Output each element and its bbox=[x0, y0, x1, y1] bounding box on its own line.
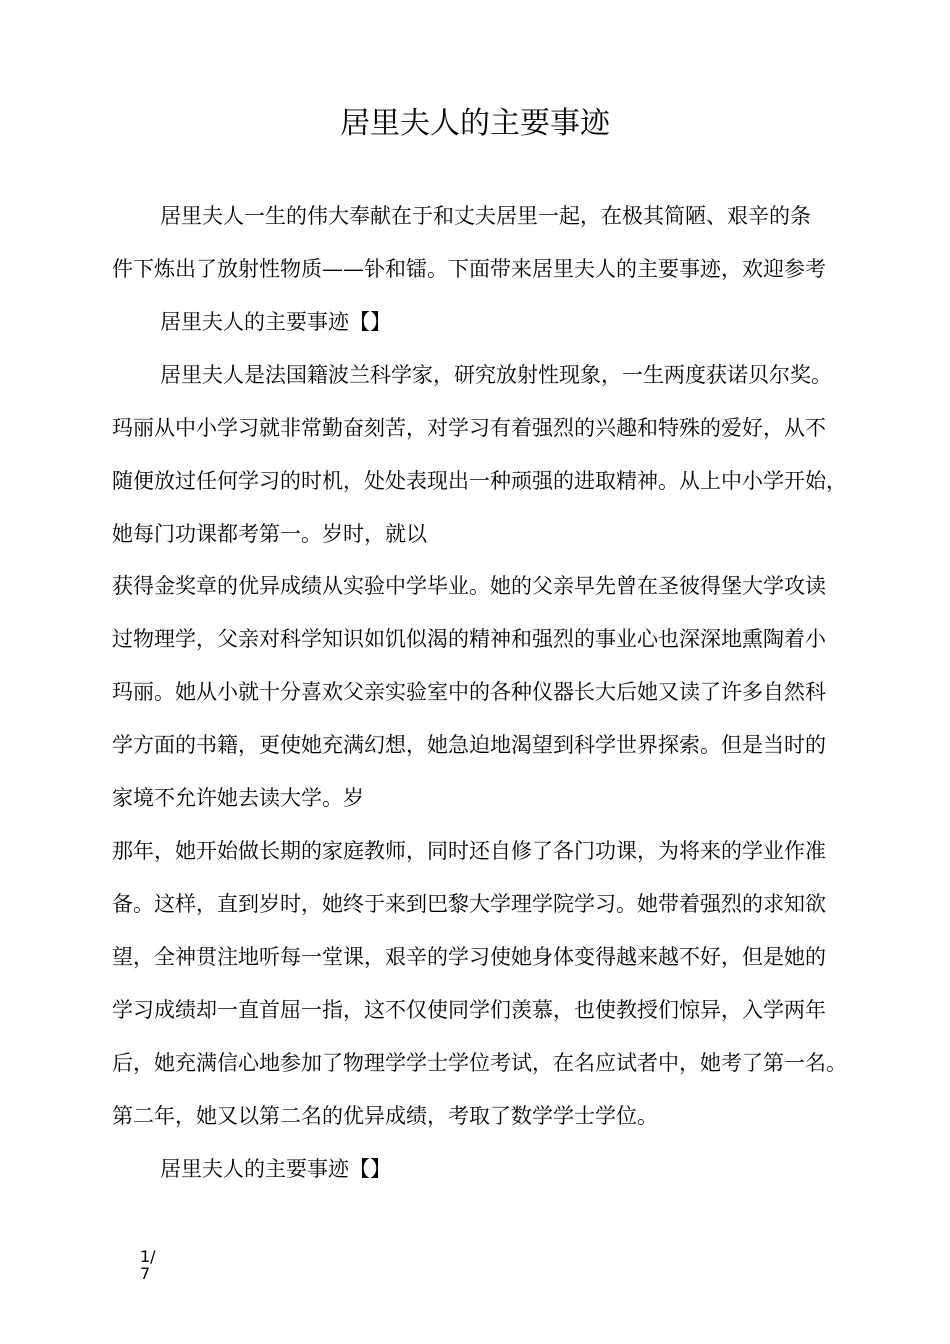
paragraph-line: 过物理学，父亲对科学知识如饥似渴的精神和强烈的事业心也深深地熏陶着小 bbox=[112, 627, 826, 651]
paragraph-line: 随便放过任何学习的时机，处处表现出一种顽强的进取精神。从上中小学开始， bbox=[112, 469, 847, 493]
paragraph-line: 后，她充满信心地参加了物理学学士学位考试，在名应试者中，她考了第一名。 bbox=[112, 1051, 847, 1075]
paragraph-line: 居里夫人一生的伟大奉献在于和丈夫居里一起，在极其简陋、艰辛的条 bbox=[160, 204, 811, 228]
paragraph-line: 件下炼出了放射性物质——钋和镭。下面带来居里夫人的主要事迹，欢迎参考 bbox=[112, 257, 826, 281]
paragraph-line: 居里夫人是法国籍波兰科学家，研究放射性现象，一生两度获诺贝尔奖。 bbox=[160, 363, 832, 387]
paragraph-line: 第二年，她又以第二名的优异成绩，考取了数学学士学位。 bbox=[112, 1104, 658, 1128]
paragraph-line: 那年，她开始做长期的家庭教师，同时还自修了各门功课，为将来的学业作准 bbox=[112, 839, 826, 863]
paragraph-line: 家境不允许她去读大学。岁 bbox=[112, 786, 364, 810]
paragraph-line: 玛丽从中小学习就非常勤奋刻苦，对学习有着强烈的兴趣和特殊的爱好，从不 bbox=[112, 416, 826, 440]
paragraph-line: 望，全神贯注地听每一堂课，艰辛的学习使她身体变得越来越不好，但是她的 bbox=[112, 945, 826, 969]
paragraph-line: 玛丽。她从小就十分喜欢父亲实验室中的各种仪器长大后她又读了许多自然科 bbox=[112, 680, 826, 704]
paragraph-line: 获得金奖章的优异成绩从实验中学毕业。她的父亲早先曾在圣彼得堡大学攻读 bbox=[112, 574, 826, 598]
page-number: 1/7 bbox=[140, 1247, 156, 1283]
paragraph-line: 学方面的书籍，更使她充满幻想，她急迫地渴望到科学世界探索。但是当时的 bbox=[112, 733, 826, 757]
section-heading: 居里夫人的主要事迹【】 bbox=[160, 1157, 391, 1181]
paragraph-line: 她每门功课都考第一。岁时，就以 bbox=[112, 522, 427, 546]
paragraph-line: 学习成绩却一直首屈一指，这不仅使同学们羡慕，也使教授们惊异，入学两年 bbox=[112, 998, 826, 1022]
section-heading: 居里夫人的主要事迹【】 bbox=[160, 310, 391, 334]
paragraph-line: 备。这样，直到岁时，她终于来到巴黎大学理学院学习。她带着强烈的求知欲 bbox=[112, 892, 826, 916]
page-title: 居里夫人的主要事迹 bbox=[340, 106, 610, 141]
